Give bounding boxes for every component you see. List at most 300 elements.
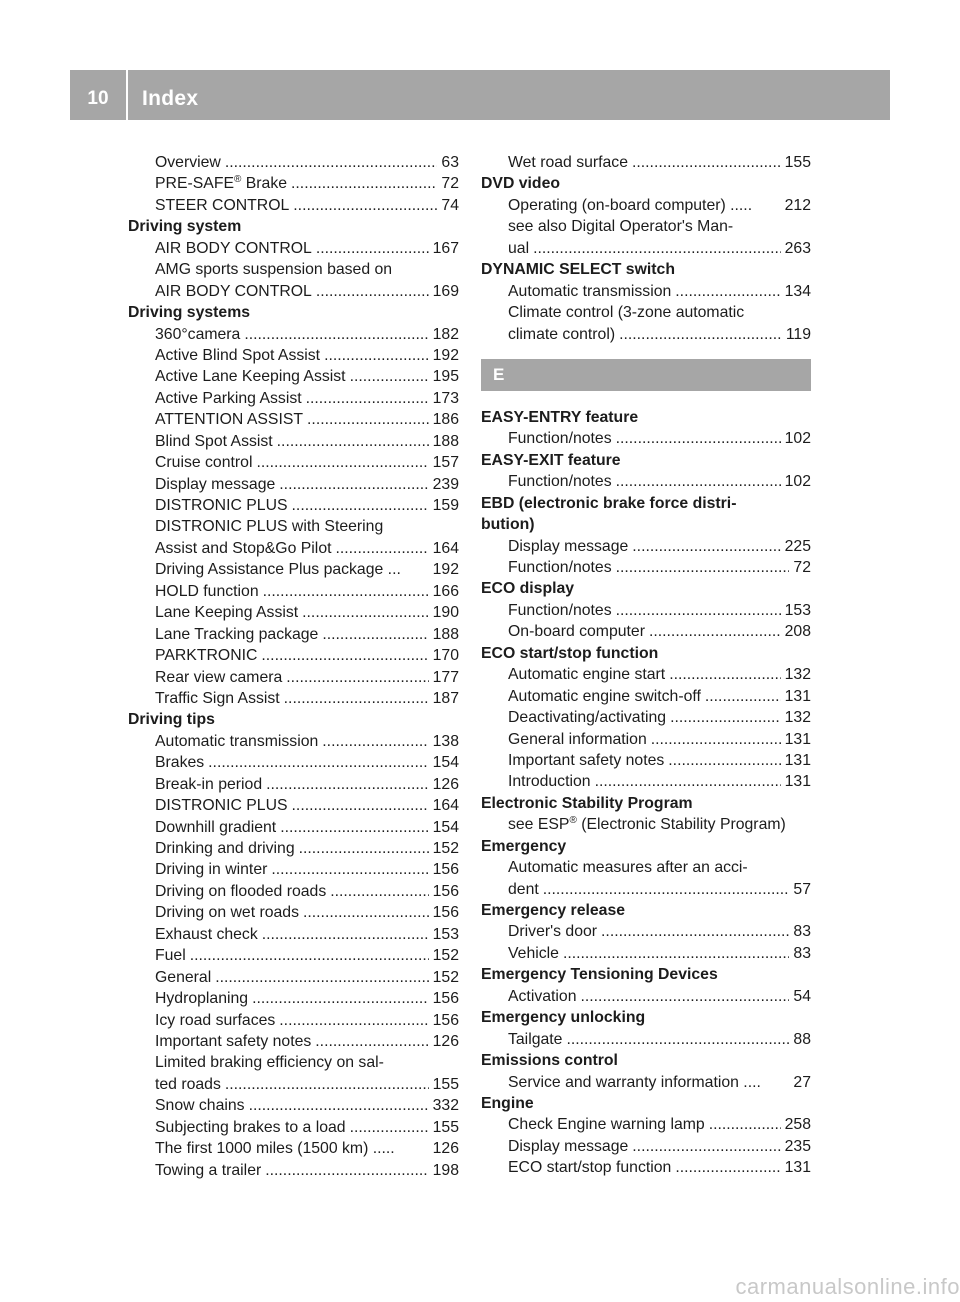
entry-text xyxy=(155,688,280,709)
entry-text xyxy=(508,1114,705,1135)
page-ref: 156 xyxy=(432,882,459,900)
index-heading: Engine xyxy=(481,1094,534,1112)
entry-label: Assist and Stop&Go Pilot xyxy=(155,539,332,557)
entry-label: ual xyxy=(508,239,530,257)
page-ref: 156 xyxy=(432,990,459,1008)
index-heading: Emergency Tensioning Devices xyxy=(481,966,718,984)
dot-leader xyxy=(263,581,429,602)
index-entry xyxy=(128,902,459,923)
page-ref: 152 xyxy=(432,840,459,857)
entry-text xyxy=(155,495,288,516)
page-ref: 102 xyxy=(784,430,811,448)
entry-label: Function/notes xyxy=(508,559,612,576)
index-heading: ECO display xyxy=(481,580,575,598)
entry-label: Introduction xyxy=(508,773,591,791)
entry-label: ted roads xyxy=(155,1075,221,1093)
entry-label: Overview xyxy=(155,154,221,171)
index-entry xyxy=(128,1031,459,1052)
page-ref: 156 xyxy=(432,1011,459,1029)
index-heading: Emissions control xyxy=(481,1052,618,1070)
entry-text xyxy=(508,729,647,750)
entry-label: Active Parking Assist xyxy=(155,389,302,407)
index-entry xyxy=(481,707,811,728)
entry-label: Wet road surface xyxy=(508,154,628,171)
dot-leader xyxy=(581,986,790,1007)
dot-leader xyxy=(316,281,429,302)
page-ref: 27 xyxy=(793,1073,811,1091)
entry-text xyxy=(155,581,259,602)
dot-leader xyxy=(670,707,781,728)
index-entry xyxy=(481,814,811,835)
entry-text xyxy=(508,986,577,1007)
entry-text xyxy=(508,1072,761,1093)
entry-label: The first 1000 miles (1500 km) ..... xyxy=(155,1140,395,1158)
dot-leader xyxy=(249,1095,429,1116)
entry-text xyxy=(508,218,733,235)
index-entry xyxy=(481,302,811,323)
entry-text xyxy=(155,859,267,880)
dot-leader xyxy=(279,474,428,495)
entry-text xyxy=(155,345,320,366)
dot-leader xyxy=(262,924,429,945)
page-ref: 188 xyxy=(432,432,459,450)
dot-leader xyxy=(302,602,428,623)
index-entry xyxy=(128,667,459,688)
dot-leader xyxy=(616,471,781,492)
dot-leader xyxy=(291,173,437,194)
entry-label: DISTRONIC PLUS with Steering xyxy=(155,518,384,536)
page-ref: 153 xyxy=(784,601,811,619)
page-ref: 74 xyxy=(441,196,459,214)
dot-leader xyxy=(293,195,437,216)
page-ref: 152 xyxy=(432,968,459,986)
dot-leader xyxy=(566,1029,789,1050)
page-ref: 153 xyxy=(432,925,459,943)
index-entry xyxy=(481,600,811,621)
page-ref: 126 xyxy=(432,1032,459,1050)
entry-text xyxy=(155,838,295,859)
entry-label: ECO start/stop function xyxy=(508,1159,672,1177)
entry-label: Limited braking efficiency on sal- xyxy=(155,1054,384,1072)
dot-leader xyxy=(307,409,429,430)
entry-label: Brakes xyxy=(155,754,205,772)
entry-label-cont: (Electronic Stability Program) xyxy=(576,816,786,834)
page-ref: 188 xyxy=(432,625,459,643)
dot-leader xyxy=(668,750,780,771)
page-ref: 132 xyxy=(784,666,811,684)
page-ref: 63 xyxy=(441,154,459,171)
entry-label: AMG sports suspension based on xyxy=(155,261,393,279)
dot-leader xyxy=(225,152,438,173)
index-entry xyxy=(128,474,459,495)
entry-label: Active Lane Keeping Assist xyxy=(155,368,346,386)
index-entry xyxy=(481,664,811,685)
dot-leader xyxy=(284,688,429,709)
dot-leader xyxy=(616,428,781,449)
index-heading: Driving system xyxy=(128,218,242,236)
entry-text xyxy=(155,988,248,1009)
dot-leader xyxy=(322,624,428,645)
entry-text xyxy=(155,1031,311,1052)
entry-text xyxy=(508,428,612,449)
index-entry xyxy=(481,1029,811,1050)
index-entry xyxy=(128,881,459,902)
index-heading: DVD video xyxy=(481,175,560,193)
entry-text xyxy=(155,1138,395,1159)
dot-leader xyxy=(705,686,781,707)
index-entry xyxy=(128,281,459,302)
index-entry xyxy=(481,1072,811,1093)
entry-text xyxy=(508,921,597,942)
entry-label: Automatic engine start xyxy=(508,666,666,684)
entry-label: Deactivating/activating xyxy=(508,709,667,727)
entry-label: Driving Assistance Plus package ... xyxy=(155,561,401,579)
page-ref: 152 xyxy=(432,947,459,965)
entry-text xyxy=(508,600,612,621)
entry-label: DISTRONIC PLUS xyxy=(155,797,288,815)
entry-label: PARKTRONIC xyxy=(155,647,258,665)
index-entry xyxy=(481,1136,811,1157)
index-entry xyxy=(481,943,811,964)
index-entry xyxy=(128,259,459,280)
dot-leader xyxy=(675,1157,780,1178)
page-ref: 131 xyxy=(784,751,811,769)
index-entry xyxy=(128,345,459,366)
dot-leader xyxy=(252,988,429,1009)
index-entry xyxy=(481,771,811,792)
page-ref: 186 xyxy=(432,411,459,429)
entry-text xyxy=(155,388,302,409)
page-ref: 164 xyxy=(432,797,459,815)
index-entry xyxy=(481,686,811,707)
entry-text xyxy=(508,771,591,792)
entry-text xyxy=(155,1160,261,1181)
page-ref: 159 xyxy=(432,497,459,514)
page-ref: 155 xyxy=(784,154,811,171)
entry-text xyxy=(155,431,273,452)
header-divider xyxy=(126,70,128,120)
index-entry xyxy=(481,536,811,557)
dot-leader xyxy=(208,752,428,773)
entry-text xyxy=(155,559,401,580)
dot-leader xyxy=(709,1114,781,1135)
page-ref: 154 xyxy=(432,818,459,836)
entry-text xyxy=(155,1117,346,1138)
entry-label: Subjecting brakes to a load xyxy=(155,1118,346,1136)
entry-label: Fuel xyxy=(155,947,186,965)
entry-text xyxy=(508,664,665,685)
entry-label: General xyxy=(155,968,212,986)
dot-leader xyxy=(292,495,429,516)
entry-label: DISTRONIC PLUS xyxy=(155,497,288,514)
dot-leader xyxy=(306,388,429,409)
page-ref: 88 xyxy=(793,1030,811,1048)
entry-text xyxy=(155,366,346,387)
index-heading: Emergency release xyxy=(481,902,626,919)
entry-label: Lane Tracking package xyxy=(155,625,319,643)
page-ref: 235 xyxy=(784,1137,811,1155)
index-heading: Driving systems xyxy=(128,304,251,322)
dot-leader xyxy=(324,345,429,366)
dot-leader xyxy=(265,1160,428,1181)
entry-text xyxy=(155,774,262,795)
page-ref: 212 xyxy=(784,196,811,214)
index-heading: Emergency xyxy=(481,837,567,855)
page-title: Index xyxy=(142,87,199,110)
index-entry xyxy=(481,428,811,449)
entry-text xyxy=(155,1074,221,1095)
entry-label: STEER CONTROL xyxy=(155,196,290,214)
entry-text xyxy=(508,324,615,345)
index-entry xyxy=(481,152,811,173)
entry-text xyxy=(155,409,303,430)
index-entry xyxy=(481,1114,811,1135)
dot-leader xyxy=(350,1117,429,1138)
entry-label: climate control) xyxy=(508,325,616,343)
index-heading: DYNAMIC SELECT switch xyxy=(481,261,675,279)
dot-leader xyxy=(563,943,789,964)
index-entry xyxy=(128,366,459,387)
page-ref: 131 xyxy=(784,1159,811,1177)
entry-text xyxy=(155,795,288,816)
page-ref: 154 xyxy=(432,754,459,772)
index-entry xyxy=(128,238,459,259)
dot-leader xyxy=(261,645,428,666)
page-ref: 131 xyxy=(784,687,811,705)
entry-label: Automatic engine switch-off xyxy=(508,687,701,705)
entry-text xyxy=(155,817,276,838)
page-ref: 332 xyxy=(432,1097,459,1115)
index-entry xyxy=(128,516,459,537)
index-entry xyxy=(128,602,459,623)
entry-text xyxy=(155,1095,245,1116)
page-ref: 173 xyxy=(432,389,459,407)
dot-leader xyxy=(292,795,429,816)
entry-text xyxy=(508,1029,562,1050)
dot-leader xyxy=(632,536,780,557)
entry-label: Hydroplaning xyxy=(155,990,249,1008)
entry-label: dent xyxy=(508,880,539,898)
index-entry xyxy=(128,967,459,988)
entry-label: Blind Spot Assist xyxy=(155,432,273,450)
entry-label: Automatic transmission xyxy=(155,732,319,750)
entry-text xyxy=(155,324,240,345)
page-ref: 157 xyxy=(432,454,459,472)
entry-label: Driver's door xyxy=(508,923,598,941)
dot-leader xyxy=(675,281,780,302)
entry-text xyxy=(508,304,744,321)
watermark: carmanualsonline.info xyxy=(735,1274,960,1299)
dot-leader xyxy=(277,431,429,452)
index-entry xyxy=(128,1138,459,1159)
entry-label: Cruise control xyxy=(155,454,253,472)
entry-text xyxy=(155,238,312,259)
index-entry xyxy=(128,152,459,173)
index-heading: ECO start/stop function xyxy=(481,644,659,662)
index-entry xyxy=(128,1095,459,1116)
entry-label: On-board computer xyxy=(508,623,645,641)
page-ref: 167 xyxy=(432,239,459,257)
entry-text xyxy=(508,152,628,173)
index-entry xyxy=(481,195,811,216)
index-entry xyxy=(128,988,459,1009)
entry-label: Function/notes xyxy=(508,430,612,448)
entry-label-cont: Brake xyxy=(241,175,288,193)
index-heading: Electronic Stability Program xyxy=(481,794,693,812)
page-ref: 54 xyxy=(793,987,811,1005)
index-heading: EBD (electronic brake force distri- xyxy=(481,494,737,512)
entry-text xyxy=(155,602,298,623)
entry-text xyxy=(155,261,392,278)
entry-text xyxy=(155,173,287,194)
entry-text xyxy=(155,902,299,923)
entry-text xyxy=(508,1136,628,1157)
dot-leader xyxy=(215,967,428,988)
dot-leader xyxy=(256,452,428,473)
page-ref: 72 xyxy=(441,175,459,193)
section-letter: E xyxy=(481,359,811,391)
entry-label: Active Blind Spot Assist xyxy=(155,346,321,364)
entry-label: Display message xyxy=(155,475,276,493)
page-ref: 225 xyxy=(784,537,811,555)
entry-label: Service and warranty information .... xyxy=(508,1073,761,1091)
dot-leader xyxy=(616,557,790,578)
entry-label: Driving in winter xyxy=(155,861,268,879)
dot-leader xyxy=(279,1010,428,1031)
dot-leader xyxy=(299,838,429,859)
index-entry xyxy=(128,324,459,345)
dot-leader xyxy=(595,771,781,792)
entry-label: Break-in period xyxy=(155,775,263,793)
page-ref: 258 xyxy=(784,1116,811,1134)
dot-leader xyxy=(303,902,429,923)
entry-text xyxy=(155,195,289,216)
entry-text xyxy=(155,731,318,752)
page-ref: 132 xyxy=(784,709,811,727)
entry-label: Traffic Sign Assist xyxy=(155,689,280,707)
entry-text xyxy=(508,859,748,876)
dot-leader xyxy=(632,1136,780,1157)
page-ref: 57 xyxy=(793,880,811,898)
page-ref: 164 xyxy=(432,539,459,557)
entry-text xyxy=(508,238,529,259)
dot-leader xyxy=(286,667,428,688)
entry-text xyxy=(155,538,332,559)
entry-text xyxy=(508,816,786,833)
page-ref: 239 xyxy=(432,475,459,493)
index-entry xyxy=(128,1117,459,1138)
page-number: 10 xyxy=(87,88,109,109)
page-ref: 182 xyxy=(432,325,459,343)
entry-text xyxy=(508,750,664,771)
entry-label: HOLD function xyxy=(155,582,259,600)
page-ref: 192 xyxy=(432,561,459,579)
page-ref: 155 xyxy=(432,1075,459,1093)
page-ref: 72 xyxy=(793,559,811,576)
entry-label: Function/notes xyxy=(508,473,612,491)
page-ref: 83 xyxy=(793,944,811,962)
entry-label: Climate control (3-zone automatic xyxy=(508,304,745,322)
index-entry xyxy=(128,859,459,880)
entry-label: Towing a trailer xyxy=(155,1161,262,1179)
dot-leader xyxy=(350,366,429,387)
index-entry xyxy=(481,1157,811,1178)
index-entry xyxy=(481,621,811,642)
entry-label: Rear view camera xyxy=(155,668,283,686)
page-ref: 263 xyxy=(784,239,811,257)
page-ref: 155 xyxy=(432,1118,459,1136)
entry-text xyxy=(155,474,275,495)
page-ref: 177 xyxy=(432,668,459,686)
dot-leader xyxy=(316,238,429,259)
entry-label: General information xyxy=(508,730,647,748)
page-header xyxy=(70,70,890,120)
dot-leader xyxy=(244,324,428,345)
entry-text xyxy=(155,645,257,666)
entry-text xyxy=(155,881,326,902)
index-entry xyxy=(128,452,459,473)
index-entry xyxy=(128,173,459,194)
entry-text xyxy=(155,281,312,302)
entry-text xyxy=(508,1157,671,1178)
index-entry xyxy=(481,324,811,345)
entry-label: Icy road surfaces xyxy=(155,1011,276,1029)
entry-label: Function/notes xyxy=(508,601,612,619)
entry-label: AIR BODY CONTROL xyxy=(155,282,312,300)
dot-leader xyxy=(601,921,789,942)
index-entry xyxy=(128,731,459,752)
entry-text xyxy=(155,152,221,173)
index-entry xyxy=(128,1160,459,1181)
page-ref: 170 xyxy=(432,647,459,665)
entry-label: Display message xyxy=(508,537,629,555)
entry-label: Snow chains xyxy=(155,1097,245,1115)
dot-leader xyxy=(330,881,428,902)
entry-text xyxy=(508,686,701,707)
entry-label: Downhill gradient xyxy=(155,818,277,836)
page-ref: 102 xyxy=(784,473,811,491)
dot-leader xyxy=(336,538,429,559)
index-entry xyxy=(128,752,459,773)
page-ref: 166 xyxy=(432,582,459,600)
entry-label: AIR BODY CONTROL xyxy=(155,239,312,257)
entry-label: 360°camera xyxy=(155,325,241,343)
dot-leader xyxy=(632,152,781,173)
entry-label: ATTENTION ASSIST xyxy=(155,411,304,429)
entry-text xyxy=(508,943,559,964)
dot-leader xyxy=(190,945,429,966)
entry-label: Vehicle xyxy=(508,944,559,962)
dot-leader xyxy=(649,621,781,642)
index-entry xyxy=(481,921,811,942)
page-ref: 195 xyxy=(432,368,459,386)
page-ref: 169 xyxy=(432,282,459,300)
index-entry xyxy=(481,879,811,900)
entry-label: Check Engine warning lamp xyxy=(508,1116,705,1134)
index-entry xyxy=(128,195,459,216)
index-entry xyxy=(481,471,811,492)
dot-leader xyxy=(315,1031,428,1052)
dot-leader xyxy=(619,324,782,345)
index-entry xyxy=(481,216,811,237)
page-ref: 126 xyxy=(432,1140,459,1158)
page-ref: 208 xyxy=(784,623,811,641)
entry-label: see also Digital Operator's Man- xyxy=(508,218,734,236)
index-heading: EASY-ENTRY feature xyxy=(481,408,639,426)
index-entry xyxy=(128,559,459,580)
index-column-right xyxy=(481,152,811,1179)
index-entry xyxy=(128,838,459,859)
